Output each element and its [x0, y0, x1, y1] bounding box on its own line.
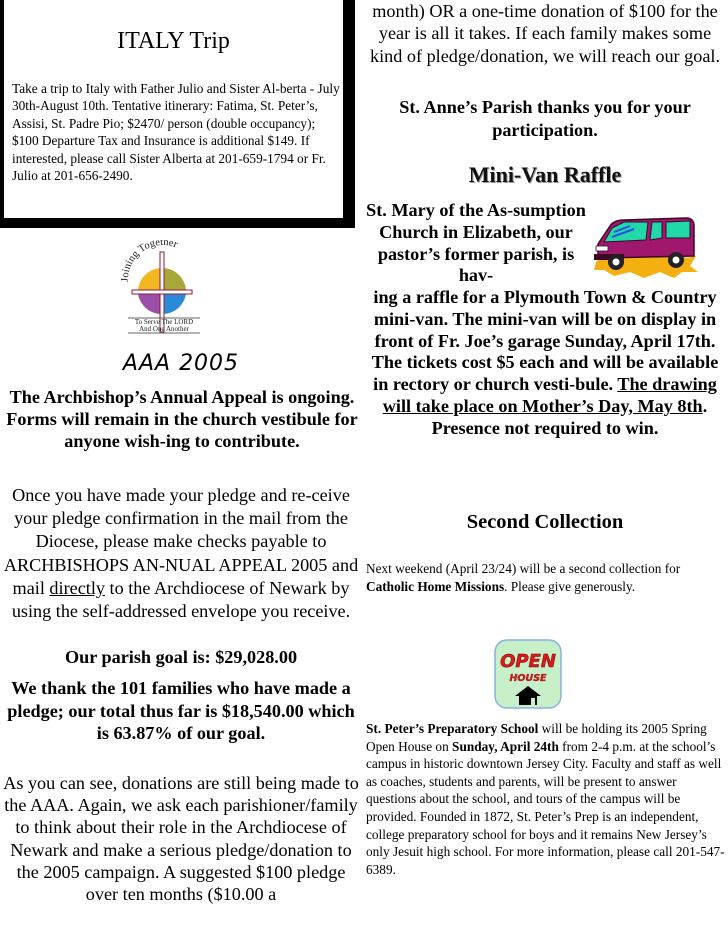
- right-column: [362, 0, 728, 937]
- second-collection-bold: Catholic Home Missions: [366, 578, 505, 594]
- aaa-thanks: We thank the 101 families who have made a pledge; our total thus far is $18,540.00 which is 63.87% of our goal.: [7, 678, 355, 743]
- raffle-title: Mini-Van Raffle: [468, 162, 622, 187]
- second-collection-before: Next weekend (April 23/24) will be a second collection for: [366, 561, 681, 576]
- open-house-bold2: Sunday, April 24th: [452, 738, 559, 754]
- raffle-body-after: . Presence not required to win.: [431, 395, 708, 438]
- aaa-lead: The Archbishop’s Annual Appeal is ongoing. Forms will remain in the church vestibule for anyone wish-ing to contribute.: [6, 387, 358, 451]
- raffle-lead: St. Mary of the As-sumption Church in Elizabeth, our pastor’s former parish, is hav-: [366, 200, 586, 286]
- raffle-body: [366, 287, 724, 440]
- joining-together-logo: [118, 240, 208, 340]
- logo-line2: And One Another: [139, 325, 189, 333]
- open-house-icon: [493, 638, 563, 710]
- left-column: [0, 0, 362, 937]
- open-house-line1: OPEN: [500, 651, 556, 672]
- parish-thanks: St. Anne’s Parish thanks you for your participation.: [399, 97, 691, 140]
- raffle-body-underlined: The drawing will take place on Mother’s Day, May 8th: [382, 374, 717, 416]
- open-house-bold1: St. Peter’s Preparatory School: [366, 721, 539, 736]
- open-house-sign: [493, 638, 563, 710]
- open-house-line2: HOUSE: [509, 673, 547, 684]
- aaa-body-before: Once you have made your pledge and re-ceive your pledge confirmation in the mail from the Diocese, please make checks payable to ARCHBISHOPS AN-NUAL APPEAL 2005 and mail: [3, 485, 359, 598]
- aaa-goal: Our parish goal is: $29,028.00: [64, 647, 298, 667]
- second-collection-after: . Please give generously.: [504, 578, 636, 594]
- aaa-title: AAA 2005: [122, 351, 240, 376]
- italy-trip-box: [0, 0, 355, 228]
- aaa-continued: month) OR a one-time donation of $100 for the year is all it takes. If each family makes some kind of pledge/donation, we will reach our goal.: [369, 1, 720, 66]
- aaa-more: As you can see, donations are still being made to the AAA. Again, we ask each parishioner/family to think about their role in the Archdiocese of Newark and make a serious pledge/donation to the 2005 campaign. A suggested $100 pledge over ten months ($10.00 a: [3, 773, 359, 905]
- joining-together-logo-icon: [118, 240, 208, 340]
- minivan-icon: [590, 210, 700, 280]
- logo-line1: To Serve The LORD: [134, 318, 194, 326]
- aaa-body-after: to the Archdiocese of Newark by using the self-addressed envelope you receive.: [11, 577, 351, 622]
- aaa-body: [2, 484, 360, 623]
- open-house-body: [366, 720, 726, 878]
- logo-arc-text: Joining Together: [119, 240, 179, 283]
- open-house-text1: will be holding its 2005 Spring Open House on: [366, 721, 707, 754]
- aaa-body-underlined: directly: [49, 577, 105, 598]
- minivan-image: [590, 210, 700, 280]
- raffle-body-before: ing a raffle for a Plymouth Town & Country mini-van. The mini-van will be on display in front of Fr. Joe’s garage Sunday, April 17th. The tickets cost $5 each and will be available in rectory or church vesti-bule.: [371, 287, 719, 395]
- italy-trip-title: ITALY Trip: [117, 28, 230, 54]
- italy-trip-body: Take a trip to Italy with Father Julio and Sister Al-berta - July 30th-August 10th. Tentative itinerary: Fatima, St. Peter’s, Assisi, St. Padre Pio; $2470/ person (double occupancy); $100 Departure Tax and Insurance is additional $149. If interested, please call Sister Alberta at 201-659-1794 or Fr. Julio at 201-656-2490.: [12, 81, 340, 184]
- second-collection-title: Second Collection: [466, 511, 624, 533]
- second-collection-body: [366, 560, 728, 595]
- open-house-text2: from 2-4 p.m. at the school’s campus in historic downtown Jersey City. Faculty and staff as well as coaches, students and parents, will be present to answer questions about the school, and tours of the campus will be provided. Founded in 1872, St. Peter’s Prep is an independent, college preparatory school for boys and it remains New Jersey’s only Jesuit high school. For more information, please call 201-547-6389.: [366, 738, 725, 877]
